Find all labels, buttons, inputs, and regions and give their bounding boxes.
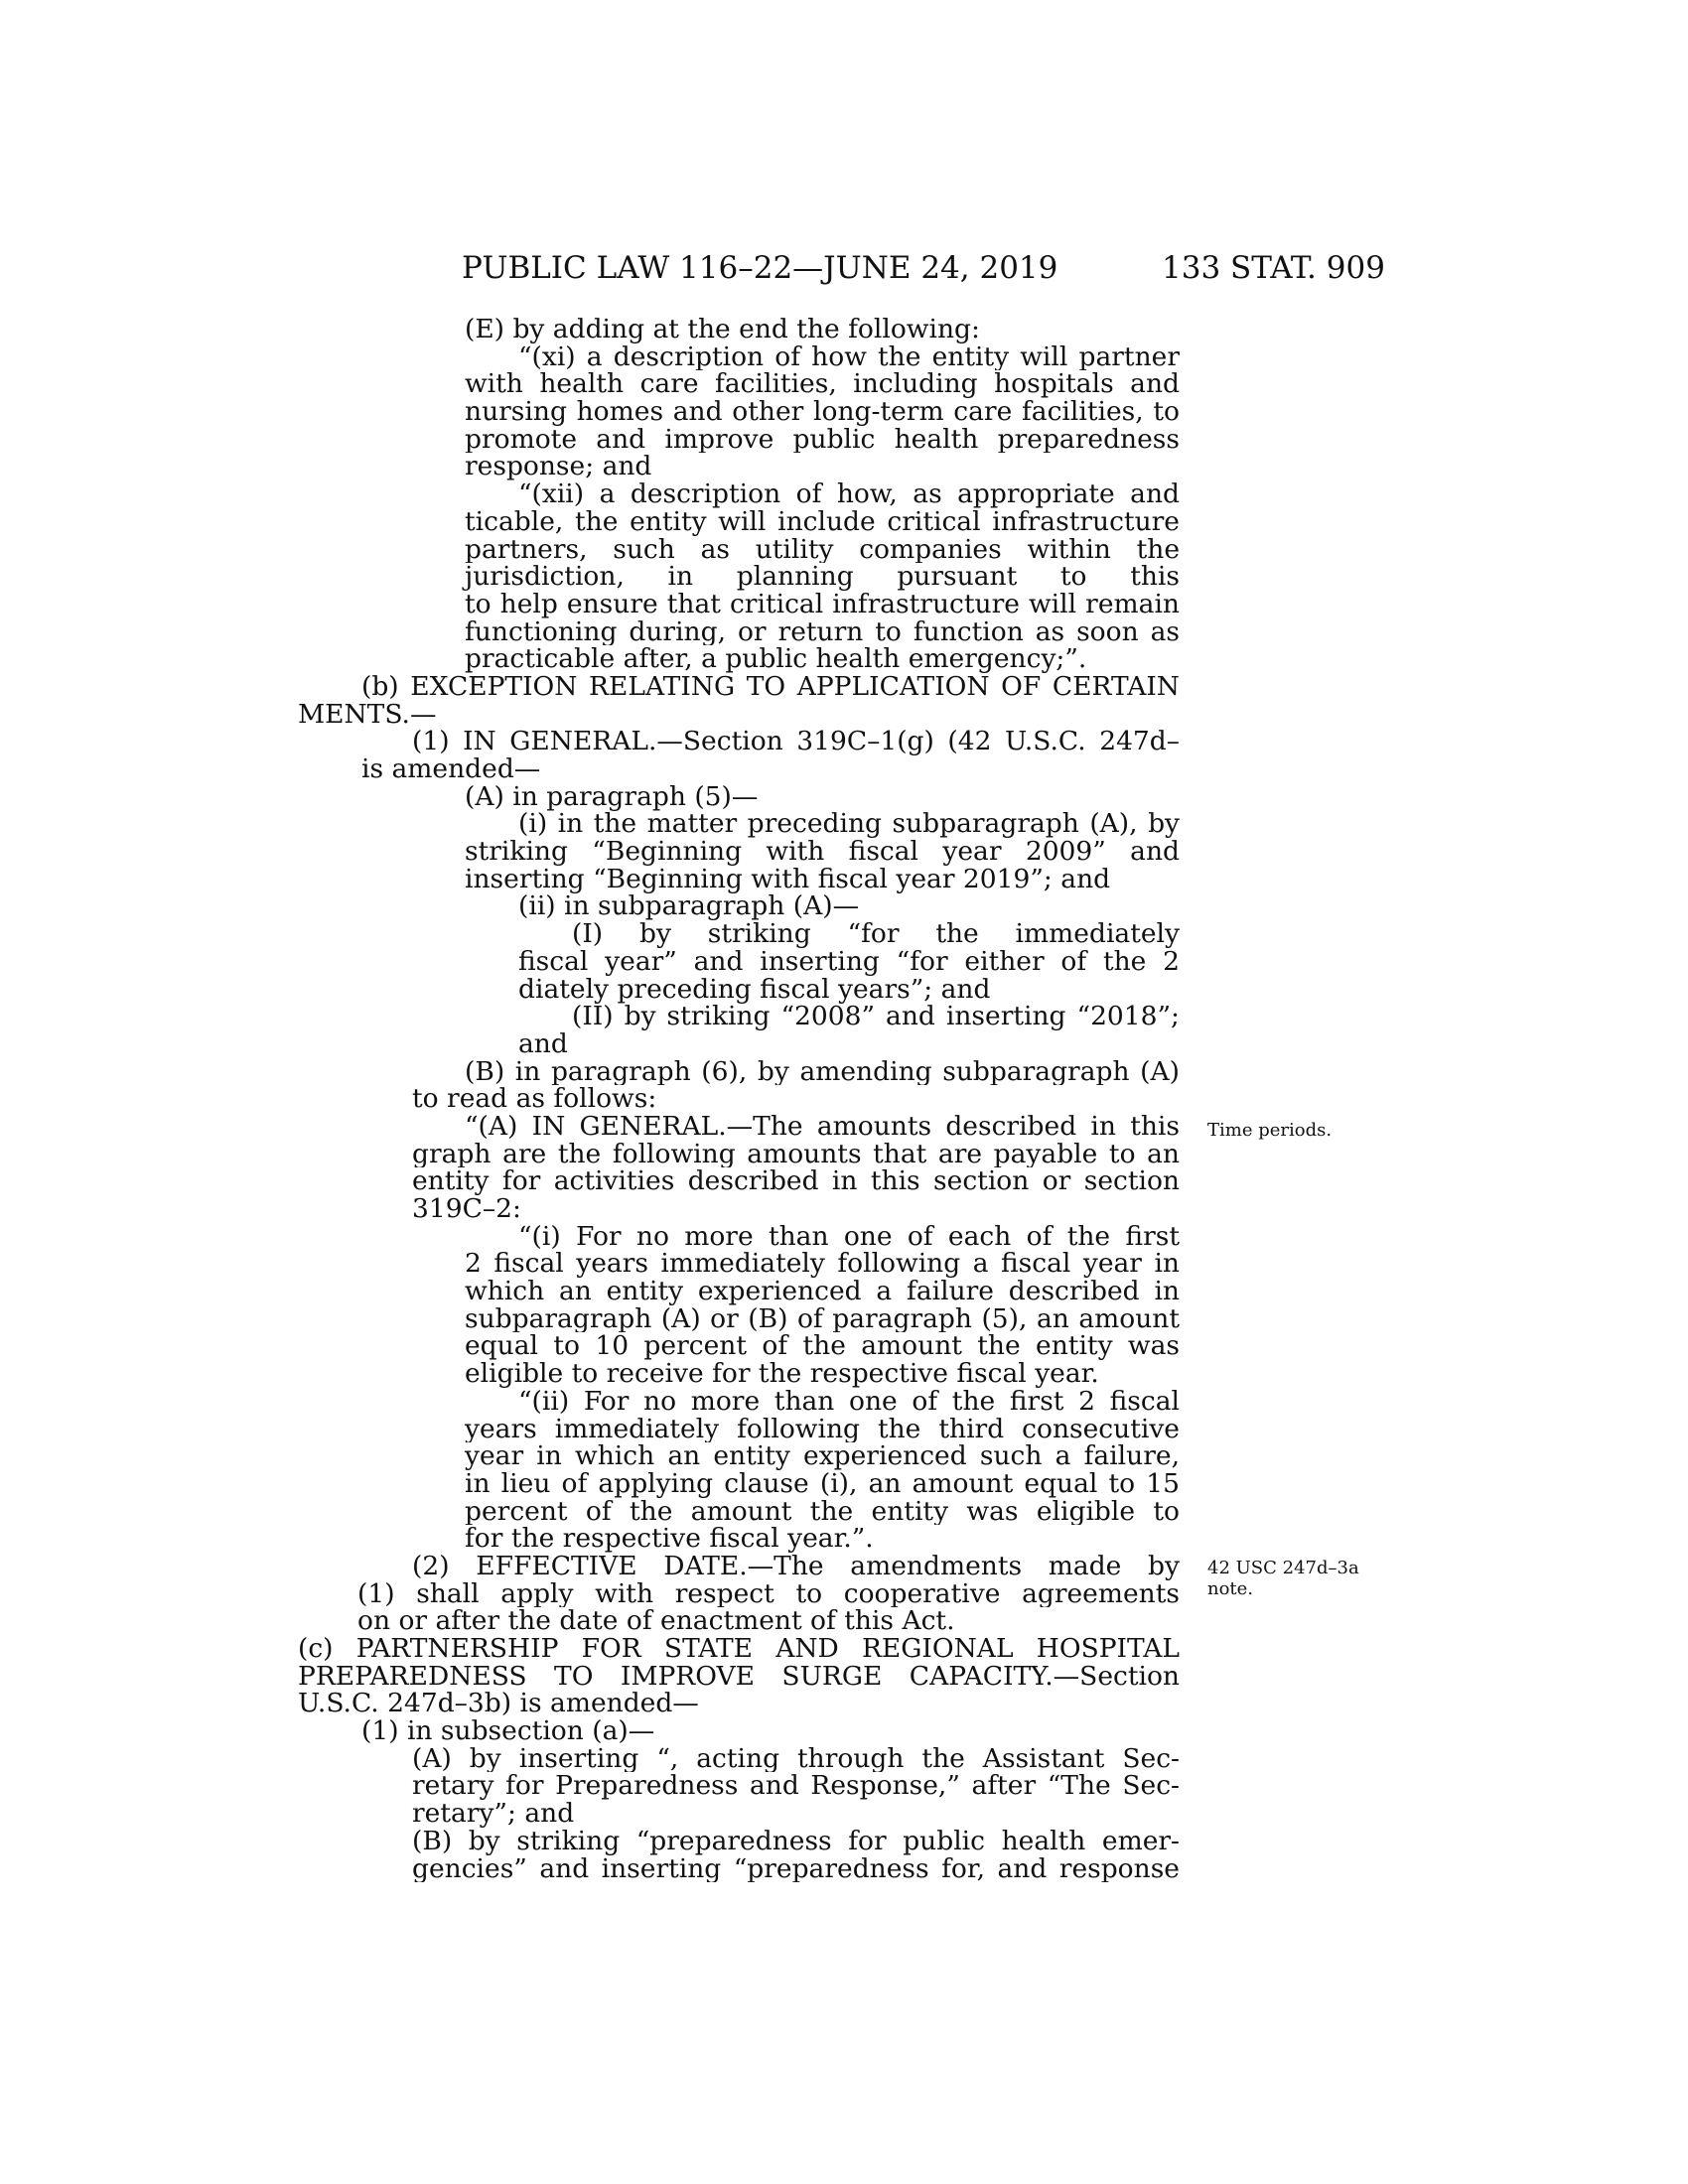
subsection-heading: (b) EXCEPTION RELATING TO APPLICATION OF CERTAIN bbox=[361, 672, 1180, 701]
text-line: nursing homes and other long-term care facilities, to bbox=[465, 398, 1180, 426]
text-line: to read as follows: bbox=[412, 1083, 657, 1115]
text-line: striking “Beginning with fiscal year 2009” and bbox=[465, 838, 1180, 866]
page-header bbox=[0, 248, 1688, 288]
margin-note-usc-note: note. bbox=[1207, 1578, 1254, 1599]
text-line: (B) by striking “preparedness for public health emer- bbox=[412, 1827, 1180, 1855]
margin-note-usc-citation: 42 USC 247d–3a bbox=[1207, 1558, 1359, 1578]
text-line: response; and bbox=[465, 451, 652, 482]
text-line: percent of the amount the entity was eligible to bbox=[465, 1497, 1180, 1526]
text-line: U.S.C. 247d–3b) is amended— bbox=[298, 1688, 699, 1719]
text-line: diately preceding fiscal years”; and bbox=[518, 973, 991, 1005]
text-line: “(xi) a description of how the entity will partner bbox=[518, 342, 1180, 371]
text-line: partners, such as utility companies within the bbox=[465, 535, 1180, 564]
text-line: (I) by striking “for the immediately bbox=[572, 920, 1180, 948]
text-line: and bbox=[518, 1027, 568, 1059]
text-line: fiscal year” and inserting “for either of the 2 bbox=[518, 947, 1180, 976]
text-line: (A) by inserting “, acting through the Assistant Sec- bbox=[412, 1744, 1180, 1773]
text-line: PREPAREDNESS TO IMPROVE SURGE CAPACITY.—Section bbox=[298, 1662, 1180, 1691]
text-line: gencies” and inserting “preparedness for, and response bbox=[412, 1854, 1180, 1883]
text-line: for the respective fiscal year.”. bbox=[465, 1523, 874, 1555]
text-line: which an entity experienced a failure described in bbox=[465, 1278, 1180, 1305]
text-line: entity for activities described in this section or section bbox=[412, 1167, 1180, 1195]
text-line: “(xii) a description of how, as appropriate and bbox=[518, 480, 1180, 508]
paragraph-heading: (1) IN GENERAL.—Section 319C–1(g) (42 U.S.C. 247d– bbox=[412, 728, 1180, 755]
text-line: MENTS.— bbox=[298, 698, 437, 730]
text-line: is amended— bbox=[361, 753, 541, 784]
text-line: “(A) IN GENERAL.—The amounts described in this bbox=[465, 1112, 1180, 1141]
text-line: (i) in the matter preceding subparagraph (A), by bbox=[518, 810, 1180, 839]
subsection-heading: (c) PARTNERSHIP FOR STATE AND REGIONAL HOSPITAL bbox=[298, 1635, 1180, 1663]
statute-page-number: 133 STAT. 909 bbox=[1162, 250, 1385, 286]
text-line: (A) in paragraph (5)— bbox=[465, 780, 759, 812]
text-line: practicable after, a public health emergency;”. bbox=[465, 643, 1087, 675]
margin-note-time-periods: Time periods. bbox=[1207, 1120, 1333, 1141]
paragraph-heading: (2) EFFECTIVE DATE.—The amendments made by bbox=[412, 1552, 1180, 1580]
text-line: jurisdiction, in planning pursuant to this bbox=[465, 563, 1180, 591]
text-line: 2 fiscal years immediately following a fiscal year in bbox=[465, 1250, 1180, 1279]
text-line: functioning during, or return to function as soon as bbox=[465, 617, 1180, 646]
text-line: graph are the following amounts that are payable to an bbox=[412, 1140, 1180, 1168]
text-line: equal to 10 percent of the amount the entity was bbox=[465, 1332, 1180, 1361]
text-line: (E) by adding at the end the following: bbox=[465, 314, 980, 344]
text-line: (1) in subsection (a)— bbox=[361, 1715, 655, 1747]
running-head-title: PUBLIC LAW 116–22—JUNE 24, 2019 bbox=[462, 250, 1058, 286]
text-line: ticable, the entity will include critical infrastructure bbox=[465, 507, 1180, 536]
text-line: (B) in paragraph (6), by amending subparagraph (A) bbox=[465, 1057, 1180, 1086]
text-line: in lieu of applying clause (i), an amount equal to 15 bbox=[465, 1469, 1180, 1498]
text-line: eligible to receive for the respective fiscal year. bbox=[465, 1358, 1099, 1390]
text-line: to help ensure that critical infrastructure will remain bbox=[465, 590, 1180, 618]
text-line: (1) shall apply with respect to cooperative agreements bbox=[357, 1579, 1180, 1608]
text-line: retary”; and bbox=[412, 1798, 575, 1830]
text-line: years immediately following the third consecutive bbox=[465, 1415, 1180, 1443]
text-line: with health care facilities, including hospitals and bbox=[465, 370, 1180, 399]
text-line: retary for Preparedness and Response,” after “The Sec- bbox=[412, 1772, 1180, 1801]
text-line: year in which an entity experienced such a failure, bbox=[465, 1442, 1180, 1470]
text-line: promote and improve public health preparedness bbox=[465, 425, 1180, 454]
text-line: subparagraph (A) or (B) of paragraph (5), an amount bbox=[465, 1304, 1180, 1333]
text-line: inserting “Beginning with fiscal year 2019”; and bbox=[465, 863, 1111, 894]
text-line: 319C–2: bbox=[412, 1193, 521, 1224]
text-line: on or after the date of enactment of this Act. bbox=[357, 1605, 955, 1637]
statute-body bbox=[298, 316, 1180, 1882]
text-line: (II) by striking “2008” and inserting “2018”; bbox=[572, 1003, 1180, 1030]
text-line: (ii) in subparagraph (A)— bbox=[518, 890, 860, 922]
text-line: “(i) For no more than one of each of the first bbox=[518, 1222, 1180, 1251]
text-line: “(ii) For no more than one of the first 2 fiscal bbox=[518, 1387, 1180, 1416]
